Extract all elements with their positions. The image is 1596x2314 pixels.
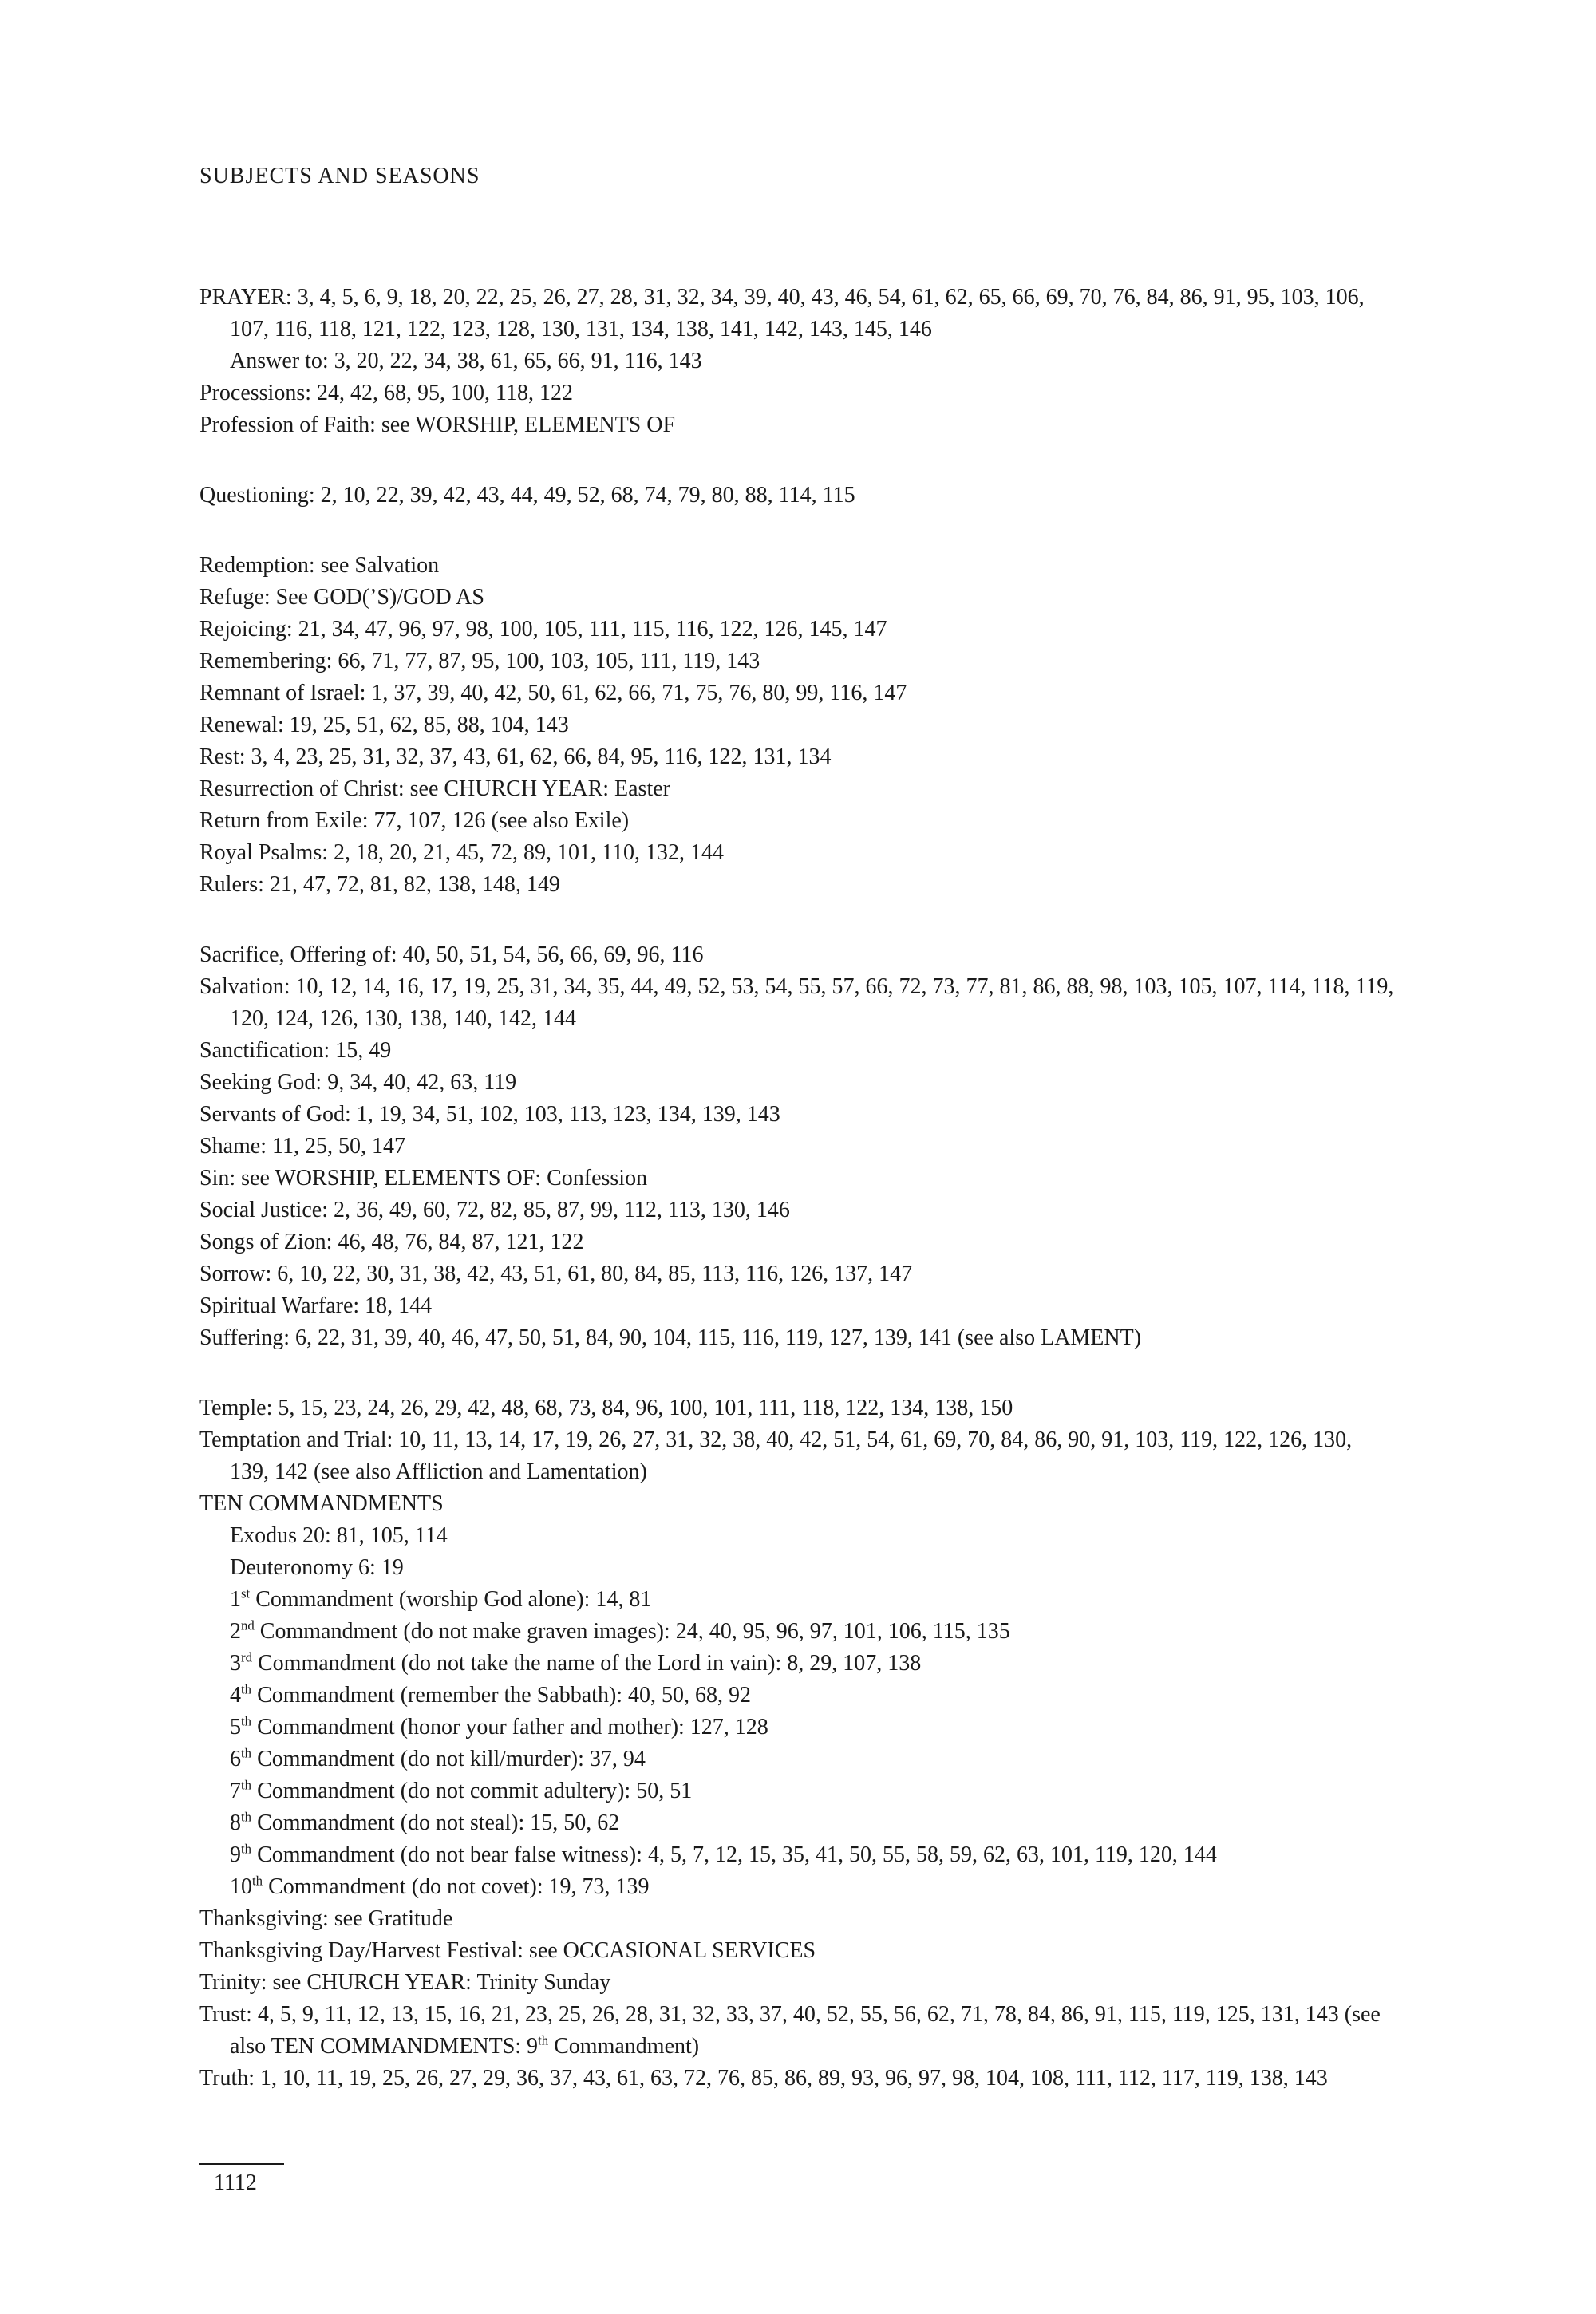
commandment-entry-10	[200, 1871, 1396, 1903]
commandment-text: Commandment (do not take the name of the Lord in vain): 8, 29, 107, 138	[251, 1651, 922, 1676]
index-entry-shame: Shame: 11, 25, 50, 147	[200, 1134, 405, 1159]
ordinal-suffix: rd	[241, 1649, 252, 1665]
index-entry-sanctification: Sanctification: 15, 49	[200, 1038, 392, 1063]
commandment-text: Commandment (do not make graven images): 24, 40, 95, 96, 97, 101, 106, 115, 135	[254, 1619, 1010, 1644]
commandment-text: Commandment (do not covet): 19, 73, 139	[263, 1874, 650, 1899]
index-entry-redemption: Redemption: see Salvation	[200, 553, 440, 578]
section-gap	[200, 441, 1396, 480]
index-entry-thanksgiving: Thanksgiving: see Gratitude	[200, 1906, 453, 1931]
commandment-entry-6	[200, 1743, 1396, 1775]
index-entry-salvation: Salvation: 10, 12, 14, 16, 17, 19, 25, 31, 34, 35, 44, 49, 52, 53, 54, 55, 57, 66, 72, 73, 77, 81, 86, 88, 98, 103, 105, 107, 114, 118, 119, 120, 124, 126, 130, 138, 140, 142, 144	[200, 974, 1394, 1031]
commandment-text: Commandment (do not commit adultery): 50, 51	[251, 1779, 693, 1803]
commandment-entry-4	[200, 1680, 1396, 1712]
ordinal-suffix: th	[241, 1809, 252, 1825]
ordinal-suffix: st	[241, 1585, 251, 1601]
commandment-entry-3	[200, 1648, 1396, 1680]
ordinal-suffix: nd	[241, 1617, 255, 1633]
index-subentry-exodus-20: Exodus 20: 81, 105, 114	[230, 1523, 448, 1548]
index-entry-temptation-and-trial: Temptation and Trial: 10, 11, 13, 14, 17, 19, 26, 27, 31, 32, 38, 40, 42, 51, 54, 61, 69, 70, 84, 86, 90, 91, 103, 119, 122, 126, 130, 139, 142 (see also Affliction and Lamentation)	[200, 1427, 1353, 1484]
ordinal-suffix: th	[241, 1681, 252, 1697]
ordinal-suffix: th	[241, 1841, 252, 1857]
index-entry-suffering: Suffering: 6, 22, 31, 39, 40, 46, 47, 50, 51, 84, 90, 104, 115, 116, 119, 127, 139, 141 (see also LAMENT)	[200, 1325, 1142, 1350]
trust-text-end: Commandment)	[548, 2034, 700, 2059]
index-entry-ten-commandments: TEN COMMANDMENTS	[200, 1491, 444, 1516]
index-entry-profession-of-faith: Profession of Faith: see WORSHIP, ELEMENTS OF	[200, 413, 676, 437]
commandment-text: Commandment (do not kill/murder): 37, 94	[251, 1747, 646, 1771]
trust-text: Trust: 4, 5, 9, 11, 12, 13, 15, 16, 21, 23, 25, 26, 28, 31, 32, 33, 37, 40, 52, 55, 56, 62, 71, 78, 84, 86, 91, 115, 119, 125, 131, 143 (see also TEN COMMANDMENTS: 9	[200, 2002, 1381, 2059]
index-entry-truth: Truth: 1, 10, 11, 19, 25, 26, 27, 29, 36, 37, 43, 61, 63, 72, 76, 85, 86, 89, 93, 96, 97, 98, 104, 108, 111, 112, 117, 119, 138, 143	[200, 2066, 1328, 2091]
index-entry-trust	[200, 1999, 1396, 2063]
index-entry-resurrection-of-christ: Resurrection of Christ: see CHURCH YEAR: Easter	[200, 776, 670, 801]
index-entry-refuge: Refuge: See GOD(’S)/GOD AS	[200, 585, 484, 610]
running-header: SUBJECTS AND SEASONS	[200, 164, 480, 188]
index-entry-rest: Rest: 3, 4, 23, 25, 31, 32, 37, 43, 61, 62, 66, 84, 95, 116, 122, 131, 134	[200, 744, 832, 769]
index-entry-seeking-god: Seeking God: 9, 34, 40, 42, 63, 119	[200, 1070, 517, 1095]
index-entry-sacrifice: Sacrifice, Offering of: 40, 50, 51, 54, 56, 66, 69, 96, 116	[200, 942, 704, 967]
footer-rule	[200, 2163, 284, 2165]
index-entry-remnant-of-israel: Remnant of Israel: 1, 37, 39, 40, 42, 50, 61, 62, 66, 71, 75, 76, 80, 99, 116, 147	[200, 681, 907, 705]
commandment-number: 8	[230, 1811, 241, 1835]
index-entry-prayer: PRAYER: 3, 4, 5, 6, 9, 18, 20, 22, 25, 26, 27, 28, 31, 32, 34, 39, 40, 43, 46, 54, 61, 62, 65, 66, 69, 70, 76, 84, 86, 91, 95, 103, 106, 107, 116, 118, 121, 122, 123, 128, 130, 131, 134, 138, 141, 142, 143, 145, 146	[200, 285, 1365, 342]
commandment-number: 5	[230, 1715, 241, 1739]
commandment-entry-9	[200, 1839, 1396, 1871]
index-subentry-deuteronomy-6: Deuteronomy 6: 19	[230, 1555, 404, 1580]
commandment-text: Commandment (remember the Sabbath): 40, 50, 68, 92	[251, 1683, 752, 1708]
commandment-number: 6	[230, 1747, 241, 1771]
commandment-text: Commandment (worship God alone): 14, 81	[250, 1587, 652, 1612]
ordinal-suffix: th	[241, 1713, 252, 1729]
index-entry-renewal: Renewal: 19, 25, 51, 62, 85, 88, 104, 143	[200, 713, 569, 737]
index-entry-sin: Sin: see WORSHIP, ELEMENTS OF: Confession	[200, 1166, 648, 1191]
index-entry-return-from-exile: Return from Exile: 77, 107, 126 (see also Exile)	[200, 808, 630, 833]
index-entry-rejoicing: Rejoicing: 21, 34, 47, 96, 97, 98, 100, 105, 111, 115, 116, 122, 126, 145, 147	[200, 617, 887, 642]
index-entry-royal-psalms: Royal Psalms: 2, 18, 20, 21, 45, 72, 89, 101, 110, 132, 144	[200, 840, 724, 865]
commandment-entry-1	[200, 1584, 1396, 1616]
index-entry-sorrow: Sorrow: 6, 10, 22, 30, 31, 38, 42, 43, 51, 61, 80, 84, 85, 113, 116, 126, 137, 147	[200, 1262, 913, 1286]
commandment-entry-2	[200, 1616, 1396, 1648]
index-subentry-answer-to: Answer to: 3, 20, 22, 34, 38, 61, 65, 66, 91, 116, 143	[230, 349, 702, 373]
section-gap	[200, 1354, 1396, 1392]
commandment-number: 1	[230, 1587, 241, 1612]
ordinal-suffix: th	[241, 1777, 252, 1793]
commandment-number: 3	[230, 1651, 241, 1676]
commandment-entry-8	[200, 1807, 1396, 1839]
commandment-entry-5	[200, 1712, 1396, 1743]
commandment-entry-7	[200, 1775, 1396, 1807]
index-entry-trinity: Trinity: see CHURCH YEAR: Trinity Sunday	[200, 1970, 611, 1995]
index-entry-social-justice: Social Justice: 2, 36, 49, 60, 72, 82, 85, 87, 99, 112, 113, 130, 146	[200, 1198, 790, 1222]
index-entry-processions: Processions: 24, 42, 68, 95, 100, 118, 122	[200, 381, 573, 405]
ordinal-suffix: th	[252, 1873, 263, 1889]
index-entry-thanksgiving-day: Thanksgiving Day/Harvest Festival: see OCCASIONAL SERVICES	[200, 1938, 816, 1963]
commandment-number: 7	[230, 1779, 241, 1803]
commandment-text: Commandment (honor your father and mother): 127, 128	[251, 1715, 768, 1739]
section-gap	[200, 901, 1396, 939]
index-entry-temple: Temple: 5, 15, 23, 24, 26, 29, 42, 48, 68, 73, 84, 96, 100, 101, 111, 118, 122, 134, 138, 150	[200, 1396, 1013, 1420]
page-number: 1112	[214, 2170, 257, 2195]
ordinal-suffix: th	[538, 2032, 549, 2048]
commandment-number: 4	[230, 1683, 241, 1708]
commandment-number: 10	[230, 1874, 252, 1899]
commandment-number: 2	[230, 1619, 241, 1644]
index-entry-questioning: Questioning: 2, 10, 22, 39, 42, 43, 44, 49, 52, 68, 74, 79, 80, 88, 114, 115	[200, 483, 855, 507]
section-gap	[200, 511, 1396, 550]
index-entry-servants-of-god: Servants of God: 1, 19, 34, 51, 102, 103, 113, 123, 134, 139, 143	[200, 1102, 780, 1127]
commandment-number: 9	[230, 1842, 241, 1867]
commandment-text: Commandment (do not bear false witness): 4, 5, 7, 12, 15, 35, 41, 50, 55, 58, 59, 62, 63, 101, 119, 120, 144	[251, 1842, 1217, 1867]
index-entry-remembering: Remembering: 66, 71, 77, 87, 95, 100, 103, 105, 111, 119, 143	[200, 649, 760, 673]
index-entry-songs-of-zion: Songs of Zion: 46, 48, 76, 84, 87, 121, 122	[200, 1230, 584, 1254]
index-entry-rulers: Rulers: 21, 47, 72, 81, 82, 138, 148, 149	[200, 872, 560, 897]
commandment-text: Commandment (do not steal): 15, 50, 62	[251, 1811, 620, 1835]
ordinal-suffix: th	[241, 1745, 252, 1761]
subject-index	[200, 282, 1396, 2095]
index-entry-spiritual-warfare: Spiritual Warfare: 18, 144	[200, 1293, 433, 1318]
